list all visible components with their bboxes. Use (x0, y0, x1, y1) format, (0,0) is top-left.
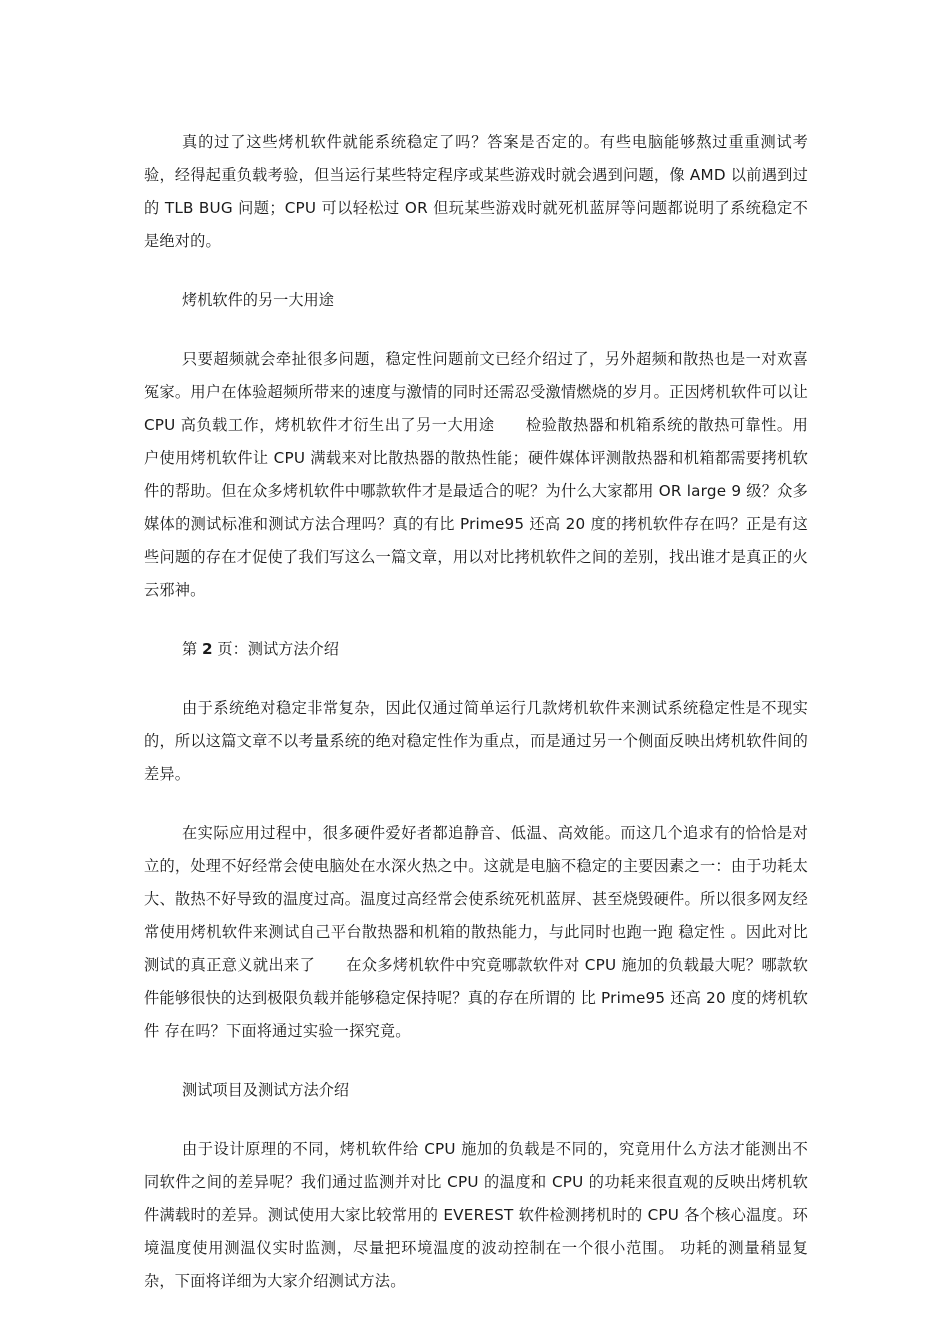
heading-another-use: 烤机软件的另一大用途 (182, 291, 334, 309)
paragraph-test-method: 由于设计原理的不同，烤机软件给 CPU 施加的负载是不同的，究竟用什么方法才能测出不同软件之间的差异呢？我们通过监测并对比 CPU 的温度和 CPU 的功耗来很直观的反映出烤机软件满载时的差异。测试使用大家比较常用的 EVEREST 软件检测拷机时的 CPU 各个核心温度。环境温度使用测温仪实时监测，尽量把环境温度的波动控制在一个很小范围。 功耗的测量稍显复杂，下面将详细为大家介绍测试方法。 (144, 1140, 808, 1290)
paragraph-overclock-heat: 只要超频就会牵扯很多问题，稳定性问题前文已经介绍过了，另外超频和散热也是一对欢喜冤家。用户在体验超频所带来的速度与激情的同时还需忍受激情燃烧的岁月。正因烤机软件可以让 CPU 高负载工作，烤机软件才衍生出了另一大用途 检验散热器和机箱系统的散热可靠性。用户使用烤机软件让 CPU 满载来对比散热器的散热性能；硬件媒体评测散热器和机箱都需要拷机软件的帮助。但在众多烤机软件中哪款软件才是最适合的呢？为什么大家都用 OR large 9 级？众多媒体的测试标准和测试方法合理吗？真的有比 Prime95 还高 20 度的拷机软件存在吗？正是有这些问题的存在才促使了我们写这么一篇文章，用以对比拷机软件之间的差别，找出谁才是真正的火云邪神。 (144, 350, 808, 599)
heading-page-2-prefix: 第 (182, 640, 203, 658)
document-page (144, 126, 808, 1324)
heading-page-2 (144, 633, 808, 666)
heading-page-2-suffix: 页：测试方法介绍 (212, 640, 339, 658)
heading-page-2-number: 2 (202, 640, 213, 658)
paragraph-stability: 真的过了这些烤机软件就能系统稳定了吗？答案是否定的。有些电脑能够熬过重重测试考验，经得起重负载考验，但当运行某些特定程序或某些游戏时就会遇到问题，像 AMD 以前遇到过的 TLB BUG 问题；CPU 可以轻松过 OR 但玩某些游戏时就死机蓝屏等问题都说明了系统稳定不是绝对的。 (144, 133, 808, 250)
paragraph-method-intro: 由于系统绝对稳定非常复杂，因此仅通过简单运行几款烤机软件来测试系统稳定性是不现实的，所以这篇文章不以考量系统的绝对稳定性作为重点，而是通过另一个侧面反映出烤机软件间的差异。 (144, 699, 808, 783)
paragraph-practical-use: 在实际应用过程中，很多硬件爱好者都追静音、低温、高效能。而这几个追求有的恰恰是对立的，处理不好经常会使电脑处在水深火热之中。这就是电脑不稳定的主要因素之一：由于功耗太大、散热不好导致的温度过高。温度过高经常会使系统死机蓝屏、甚至烧毁硬件。所以很多网友经常使用烤机软件来测试自己平台散热器和机箱的散热能力，与此同时也跑一跑 稳定性 。因此对比测试的真正意义就出来了 在众多烤机软件中究竟哪款软件对 CPU 施加的负载最大呢？哪款软件能够很快的达到极限负载并能够稳定保持呢？真的存在所谓的 比 Prime95 还高 20 度的烤机软件 存在吗？下面将通过实验一探究竟。 (144, 824, 808, 1040)
heading-test-items: 测试项目及测试方法介绍 (182, 1081, 350, 1099)
